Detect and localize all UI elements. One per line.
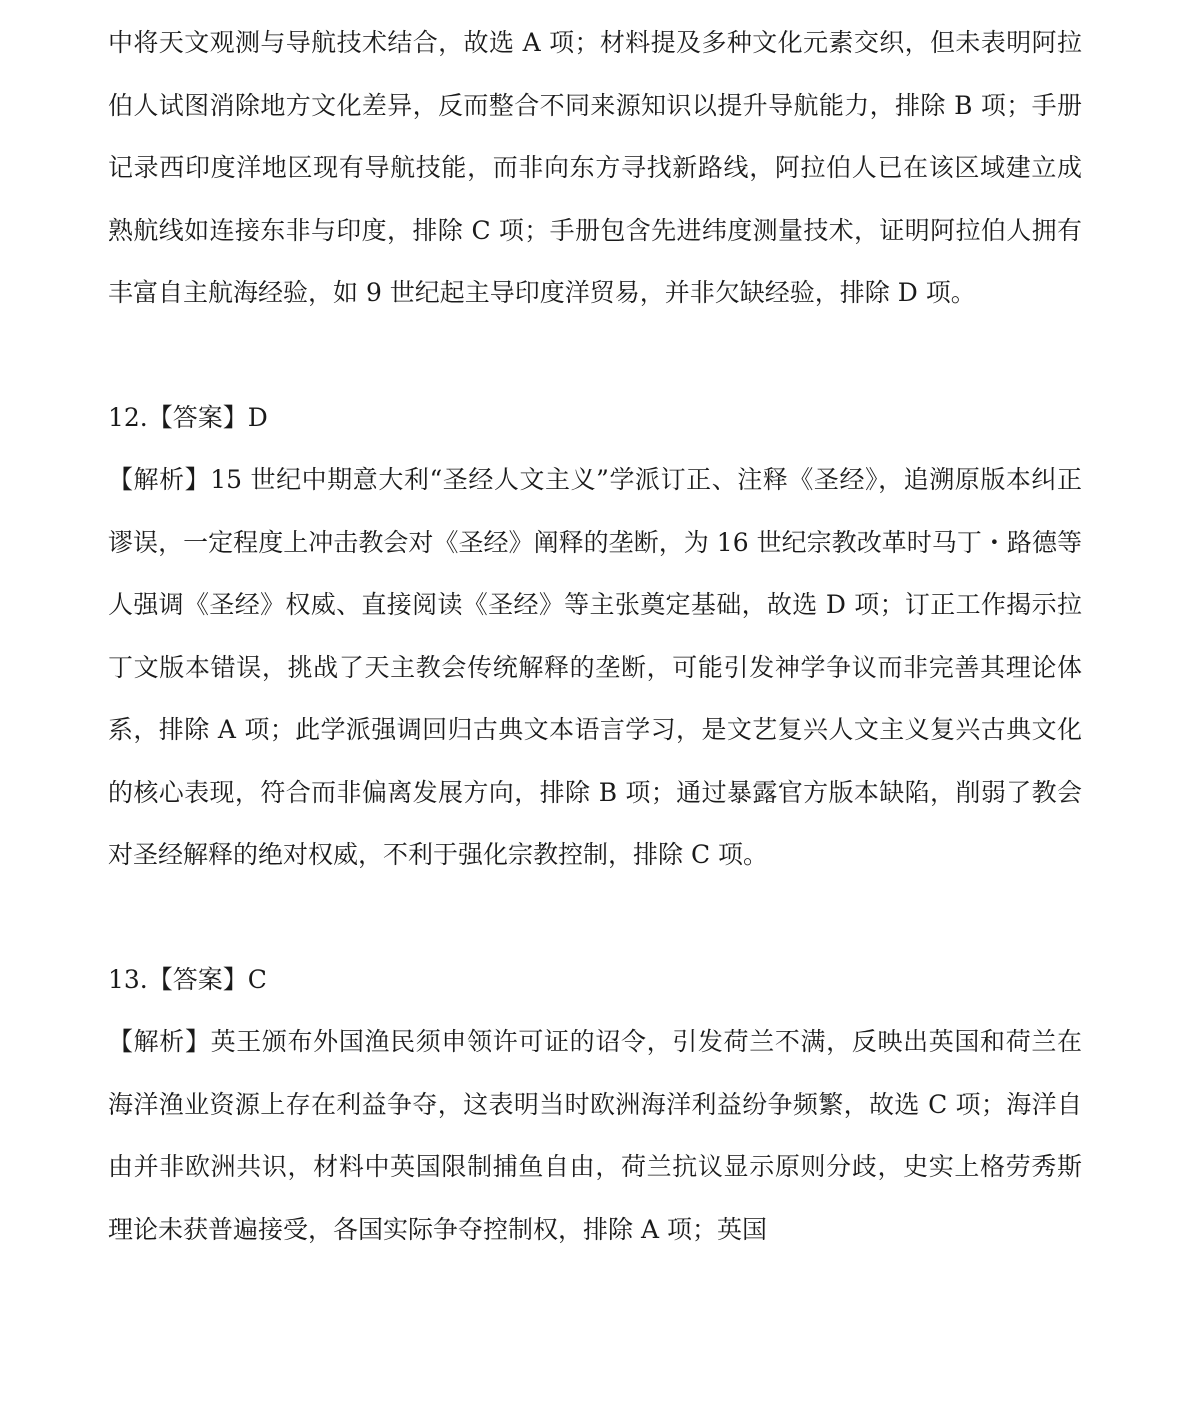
question-12-block [108, 387, 1082, 887]
document-page [108, 12, 1082, 1261]
question-12-answer: 12.【答案】D [108, 402, 268, 432]
question-12-analysis: 【解析】15 世纪中期意大利“圣经人文主义”学派订正、注释《圣经》，追溯原版本纠正谬误，一定程度上冲击教会对《圣经》阐释的垄断，为 16 世纪宗教改革时马丁・路德等人强调《圣经》权威、直接阅读《圣经》等主张奠定基础，故选 D 项；订正工作揭示拉丁文版本错误，挑战了天主教会传统解释的垄断，可能引发神学争议而非完善其理论体系，排除 A 项；此学派强调回归古典文本语言学习，是文艺复兴人文主义复兴古典文化的核心表现，符合而非偏离发展方向，排除 B 项；通过暴露官方版本缺陷，削弱了教会对圣经解释的绝对权威，不利于强化宗教控制，排除 C 项。 [108, 465, 1082, 869]
question-13-answer: 13.【答案】C [108, 964, 267, 994]
intro-paragraph: 中将天文观测与导航技术结合，故选 A 项；材料提及多种文化元素交织，但未表明阿拉伯人试图消除地方文化差异，反而整合不同来源知识以提升导航能力，排除 B 项；手册记录西印度洋地区现有导航技能，而非向东方寻找新路线，阿拉伯人已在该区域建立成熟航线如连接东非与印度，排除 C 项；手册包含先进纬度测量技术，证明阿拉伯人拥有丰富自主航海经验，如 9 世纪起主导印度洋贸易，并非欠缺经验，排除 D 项。 [108, 28, 1082, 307]
question-13-block [108, 949, 1082, 1262]
question-13-analysis: 【解析】英王颁布外国渔民须申领许可证的诏令，引发荷兰不满，反映出英国和荷兰在海洋渔业资源上存在利益争夺，这表明当时欧洲海洋利益纷争频繁，故选 C 项；海洋自由并非欧洲共识，材料中英国限制捕鱼自由，荷兰抗议显示原则分歧，史实上格劳秀斯理论未获普遍接受，各国实际争夺控制权，排除 A 项；英国 [108, 1027, 1082, 1244]
